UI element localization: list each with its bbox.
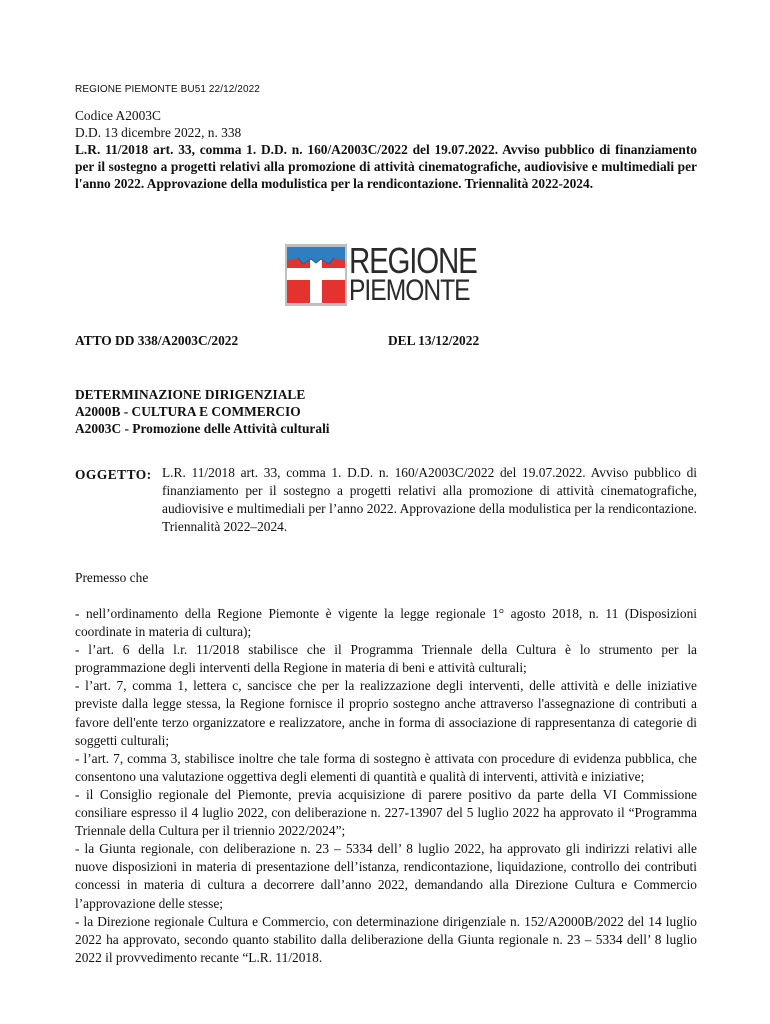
determinazione-block	[75, 386, 330, 437]
direzione: A2000B - CULTURA E COMMERCIO	[75, 404, 301, 419]
paragraph: - nell’ordinamento della Regione Piemonte è vigente la legge regionale 1° agosto 2018, n. 11 (Disposizioni coordinate in materia di cultura);	[75, 606, 697, 640]
determinazione-title: DETERMINAZIONE DIRIGENZIALE	[75, 387, 306, 402]
paragraph: - la Direzione regionale Cultura e Commercio, con determinazione dirigenziale n. 152/A2000B/2022 del 14 luglio 2022 ha approvato, secondo quanto stabilito dalla deliberazione della Giunta regionale n. 23 – 5334 dell’ 8 luglio 2022 il provvedimento recante “L.R. 11/2018.	[75, 913, 697, 965]
paragraph: - l’art. 6 della l.r. 11/2018 stabilisce che il Programma Triennale della Cultura è lo strumento per la programmazione degli interventi della Regione in materia di beni e attività culturali;	[75, 642, 697, 676]
paragraph: - la Giunta regionale, con deliberazione n. 23 – 5334 dell’ 8 luglio 2022, ha approvato gli indirizzi relativi alle nuove disposizioni in materia di presentazione dell’istanza, rendicontazione, liquidazione, controllo dei contributi concessi in materia di cultura a decorrere dall’anno 2022, demandando alla Direzione Cultura e Commercio l’approvazione delle stesse;	[75, 841, 697, 911]
dd-reference: D.D. 13 dicembre 2022, n. 338	[75, 125, 242, 140]
oggetto-label: OGGETTO:	[75, 467, 152, 482]
settore: A2003C - Promozione delle Attività culturali	[75, 421, 330, 436]
codice: Codice A2003C	[75, 108, 161, 123]
paragraph: - l’art. 7, comma 3, stabilisce inoltre che tale forma di sostegno è attivata con procedure di evidenza pubblica, che consentono una valutazione oggettiva degli elementi di quantità e qualità di interventi, attività e iniziative;	[75, 750, 697, 784]
body-text	[75, 605, 697, 967]
logo-text-piemonte: PIEMONTE	[349, 274, 470, 307]
atto-date: DEL 13/12/2022	[388, 333, 480, 348]
paragraph: - il Consiglio regionale del Piemonte, previa acquisizione di parere positivo da parte della VI Commissione consiliare espresso il 4 luglio 2022, con deliberazione n. 227-13907 del 5 luglio 2022 ha approvato il “Programma Triennale della Cultura per il triennio 2022/2024”;	[75, 786, 697, 839]
regione-piemonte-logo	[285, 240, 489, 307]
piemonte-emblem-icon	[285, 244, 347, 306]
logo-text-regione: REGIONE	[349, 240, 477, 281]
paragraph: - l’art. 7, comma 1, lettera c, sancisce che per la realizzazione degli interventi, delle attività e delle iniziative previste dalla legge stessa, la Regione fornisce il proprio sostegno anche attraverso l'assegnazione di contributi a favore dell'ente terzo organizzatore e realizzatore, anche in forma di associazione di rappresentanza di categorie di soggetti culturali;	[75, 678, 697, 748]
bulletin-header: REGIONE PIEMONTE BU51 22/12/2022	[75, 84, 260, 95]
intro-block	[75, 107, 697, 192]
oggetto-text: L.R. 11/2018 art. 33, comma 1. D.D. n. 160/A2003C/2022 del 19.07.2022. Avviso pubblico di finanziamento per il sostegno a progetti relativi alla promozione di attività cinematografiche, audiovisive e multimediali per l’anno 2022. Approvazione della modulistica per la rendicontazione. Triennalità 2022–2024.	[162, 465, 697, 534]
premesso-heading: Premesso che	[75, 570, 149, 585]
atto-number: ATTO DD 338/A2003C/2022	[75, 333, 239, 348]
document-title: L.R. 11/2018 art. 33, comma 1. D.D. n. 160/A2003C/2022 del 19.07.2022. Avviso pubblico di finanziamento per il sostegno a progetti relativi alla promozione di attività cinematografiche, audiovisive e multimediali per l'anno 2022. Approvazione della modulistica per la rendicontazione. Triennalità 2022-2024.	[75, 142, 697, 191]
